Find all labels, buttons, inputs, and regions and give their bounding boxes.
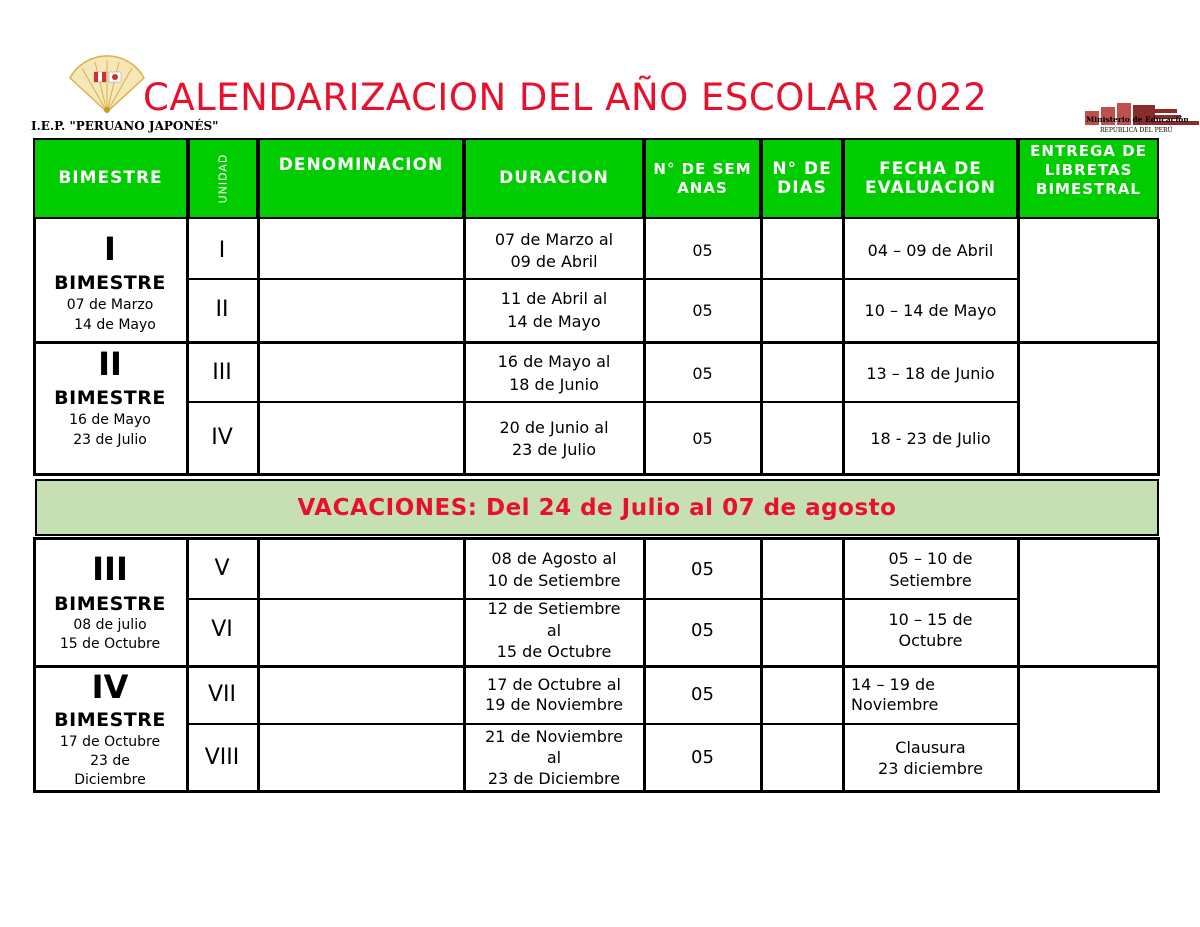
grid-line [186,278,1018,280]
col-header-fecha-evaluacion: FECHA DE EVALUACION [843,138,1018,219]
unidad-cell: II [215,297,229,322]
evaluacion-cell: 14 – 19 de [851,675,935,694]
bimestre-numeral: I [104,230,116,268]
ministry-name: Ministerio de Educación [1086,115,1189,124]
semanas-cell: 05 [692,301,713,320]
col-header-bimestre: BIMESTRE [33,138,188,219]
duracion-cell: 15 de Octubre [496,642,612,661]
school-logo [62,50,152,116]
unidad-cell: I [218,238,226,263]
grid-line [257,219,260,475]
bimestre-dates: 23 de [90,753,130,769]
duracion-cell: 23 de Diciembre [487,769,621,788]
vacation-band [35,479,1159,536]
duracion-cell: 09 de Abril [510,252,598,271]
unidad-cell: VI [211,617,233,642]
unidad-cell: VIII [204,745,240,770]
bimestre-dates: 14 de Mayo [74,317,156,333]
school-name: I.E.P. "PERUANO JAPONÉS" [31,119,219,133]
duracion-cell: 08 de Agosto al [491,549,617,568]
evaluacion-cell: Clausura [895,738,966,757]
duracion-cell: 20 de Junio al [499,418,609,437]
col-header-dias: N° DE DIAS [761,138,843,219]
bimestre-dates: Diciembre [74,772,146,788]
bimestre-word: BIMESTRE [54,593,166,615]
semanas-cell: 05 [692,429,713,448]
semanas-cell: 05 [691,559,714,580]
grid-line [33,537,1160,540]
semanas-cell: 05 [692,364,713,383]
unidad-cell: IV [211,425,233,450]
duracion-cell: 07 de Marzo al [494,230,614,249]
evaluacion-cell: 13 – 18 de Junio [866,364,995,383]
duracion-cell: 19 de Noviembre [485,695,623,714]
bimestre-word: BIMESTRE [54,709,166,731]
duracion-cell: 23 de Julio [511,440,597,459]
duracion-cell: al [546,621,562,640]
evaluacion-cell: 23 diciembre [878,759,983,778]
bimestre-dates: 16 de Mayo [69,412,151,428]
bimestre-word: BIMESTRE [54,387,166,409]
evaluacion-cell: 04 – 09 de Abril [867,241,994,260]
bimestre-dates: 15 de Octubre [59,636,161,652]
grid-line [1157,219,1160,475]
col-header-duracion: DURACION [464,138,644,219]
col-header-entrega: ENTREGA DE LIBRETAS BIMESTRAL [1018,138,1159,219]
evaluacion-cell: Setiembre [889,571,972,590]
duracion-cell: 14 de Mayo [507,312,601,331]
evaluacion-cell: Noviembre [851,695,939,714]
ministry-subtitle: REPÚBLICA DEL PERÚ [1100,127,1173,134]
grid-line [33,473,1160,476]
bimestre-dates: 17 de Octubre [59,734,161,750]
evaluacion-cell: 10 – 15 de [888,610,973,629]
bimestre-word: BIMESTRE [54,272,166,294]
duracion-cell: al [546,748,562,767]
grid-line [33,665,1160,668]
bimestre-numeral: III [92,550,128,588]
bimestre-dates: 23 de Julio [73,432,147,448]
col-header-denominacion: DENOMINACION [258,138,464,219]
grid-line [186,723,1018,725]
duracion-cell: 21 de Noviembre [485,727,623,746]
evaluacion-cell: 05 – 10 de [888,549,973,568]
bimestre-dates: 08 de julio [73,617,147,633]
unidad-cell: V [214,556,230,581]
duracion-cell: 16 de Mayo al [497,352,611,371]
semanas-cell: 05 [691,620,714,641]
evaluacion-cell: Octubre [898,631,963,650]
unidad-cell: III [212,360,232,385]
duracion-cell: 10 de Setiembre [487,571,621,590]
duracion-cell: 12 de Setiembre [487,599,621,618]
grid-line [186,401,1018,403]
grid-line [33,341,1160,344]
unidad-cell: VII [207,682,237,707]
duracion-cell: 11 de Abril al [500,289,608,308]
bimestre-numeral: IV [91,668,129,706]
evaluacion-cell: 18 - 23 de Julio [870,429,991,448]
semanas-cell: 05 [691,684,714,705]
duracion-cell: 18 de Junio [509,375,599,394]
col-header-unidad: UNIDAD [188,138,258,219]
col-header-semanas: N° DE SEMANAS [644,138,761,219]
page-title: CALENDARIZACION DEL AÑO ESCOLAR 2022 [143,76,988,119]
evaluacion-cell: 10 – 14 de Mayo [864,301,997,320]
vacation-text: VACACIONES: Del 24 de Julio al 07 de agosto [297,494,897,521]
grid-line [33,790,1160,793]
semanas-cell: 05 [692,241,713,260]
bimestre-dates: 07 de Marzo [66,297,154,313]
bimestre-numeral: II [98,345,122,383]
semanas-cell: 05 [691,747,714,768]
duracion-cell: 17 de Octubre al [487,675,621,694]
